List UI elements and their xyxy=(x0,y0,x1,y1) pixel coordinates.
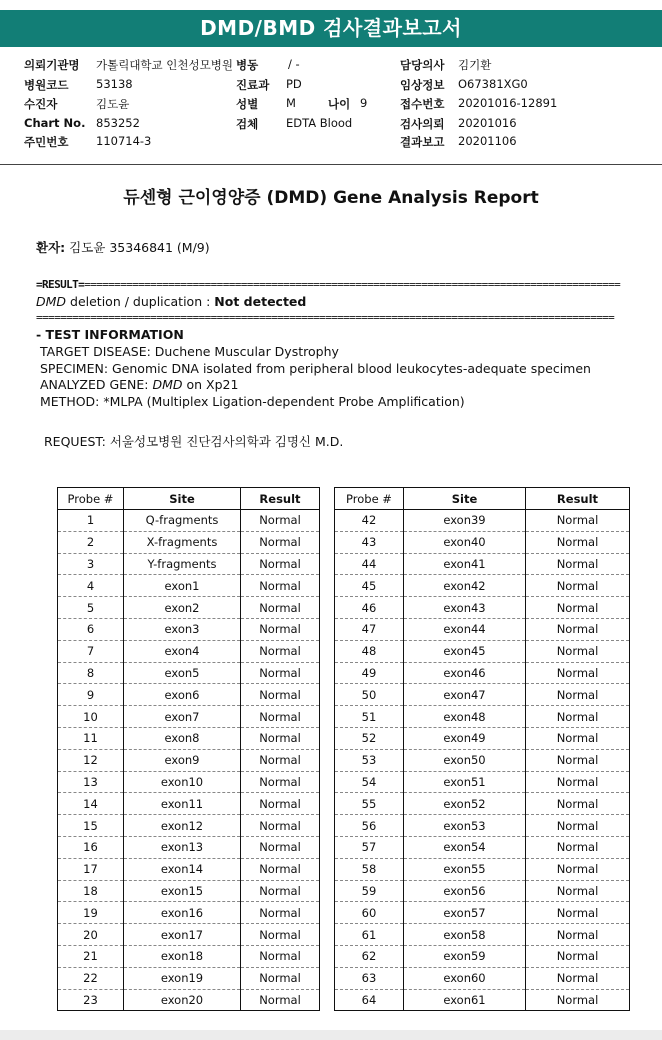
probe-number-cell: 55 xyxy=(335,793,404,815)
probe-number-cell: 54 xyxy=(335,771,404,793)
header-value: 110714-3 xyxy=(96,134,152,148)
probe-number-cell: 64 xyxy=(335,989,404,1011)
site-cell: exon56 xyxy=(404,880,526,902)
header-value: 853252 xyxy=(96,116,140,130)
table-row xyxy=(58,662,320,684)
table-row xyxy=(58,575,320,597)
col-probe: Probe # xyxy=(58,488,124,510)
result-cell: Normal xyxy=(241,924,320,946)
patient-label: 환자: xyxy=(36,240,66,255)
table-row xyxy=(335,989,630,1011)
result-cell: Normal xyxy=(526,945,630,967)
site-cell: exon61 xyxy=(404,989,526,1011)
probe-number-cell: 44 xyxy=(335,553,404,575)
result-line xyxy=(36,294,306,309)
table-row xyxy=(335,640,630,662)
site-cell: exon6 xyxy=(124,684,241,706)
site-cell: exon3 xyxy=(124,618,241,640)
header-value: 20201016-12891 xyxy=(458,96,558,110)
table-row xyxy=(335,618,630,640)
table-row xyxy=(335,749,630,771)
analyzed-gene-suffix: on Xp21 xyxy=(182,377,239,392)
table-row xyxy=(58,749,320,771)
result-cell: Normal xyxy=(526,858,630,880)
site-cell: exon46 xyxy=(404,662,526,684)
header-label: 나이 xyxy=(328,97,351,111)
result-cell: Normal xyxy=(241,662,320,684)
table-row xyxy=(335,575,630,597)
table-row xyxy=(58,553,320,575)
table-row xyxy=(58,945,320,967)
result-cell: Normal xyxy=(526,793,630,815)
probe-number-cell: 58 xyxy=(335,858,404,880)
table-row xyxy=(58,597,320,619)
result-cell: Normal xyxy=(526,618,630,640)
probe-number-cell: 18 xyxy=(58,880,124,902)
table-row xyxy=(335,880,630,902)
result-cell: Normal xyxy=(526,553,630,575)
probe-number-cell: 12 xyxy=(58,749,124,771)
header-label: 결과보고 xyxy=(400,135,445,149)
header-accession-no xyxy=(400,96,558,112)
probe-number-cell: 59 xyxy=(335,880,404,902)
table-row xyxy=(58,618,320,640)
header-value: 김기환 xyxy=(458,58,492,72)
header-label: 검사의뢰 xyxy=(400,117,445,131)
site-cell: exon44 xyxy=(404,618,526,640)
header-patient xyxy=(24,96,130,112)
site-cell: exon59 xyxy=(404,945,526,967)
table-header-row xyxy=(335,488,630,510)
table-row xyxy=(58,967,320,989)
result-cell: Normal xyxy=(241,836,320,858)
header-chart-no xyxy=(24,116,140,130)
table-row xyxy=(335,815,630,837)
probe-number-cell: 63 xyxy=(335,967,404,989)
site-cell: X-fragments xyxy=(124,531,241,553)
result-cell: Normal xyxy=(241,510,320,532)
request-info: REQUEST: 서울성모병원 진단검사의학과 김명신 M.D. xyxy=(44,434,344,449)
site-cell: exon49 xyxy=(404,727,526,749)
table-row xyxy=(335,662,630,684)
probe-number-cell: 61 xyxy=(335,924,404,946)
header-value: 53138 xyxy=(96,77,133,91)
probe-number-cell: 17 xyxy=(58,858,124,880)
header-specimen xyxy=(236,116,353,132)
table-row xyxy=(58,771,320,793)
site-cell: exon48 xyxy=(404,706,526,728)
table-row xyxy=(335,531,630,553)
table-row xyxy=(335,858,630,880)
table-row xyxy=(335,597,630,619)
probe-number-cell: 2 xyxy=(58,531,124,553)
probe-number-cell: 7 xyxy=(58,640,124,662)
result-cell: Normal xyxy=(526,640,630,662)
site-cell: exon41 xyxy=(404,553,526,575)
result-cell: Normal xyxy=(526,575,630,597)
site-cell: exon45 xyxy=(404,640,526,662)
header-value: M xyxy=(286,96,296,110)
site-cell: exon57 xyxy=(404,902,526,924)
analyzed-gene-name: DMD xyxy=(152,377,183,392)
header-label: 주민번호 xyxy=(24,135,69,149)
table-row xyxy=(58,793,320,815)
site-cell: exon18 xyxy=(124,945,241,967)
col-result: Result xyxy=(241,488,320,510)
site-cell: exon43 xyxy=(404,597,526,619)
header-age xyxy=(328,96,368,112)
header-value: / - xyxy=(288,57,300,71)
probe-number-cell: 46 xyxy=(335,597,404,619)
header-label: 의뢰기관명 xyxy=(24,58,80,72)
table-row xyxy=(335,510,630,532)
result-cell: Normal xyxy=(241,771,320,793)
header-label: 병원코드 xyxy=(24,78,69,92)
header-value: 9 xyxy=(360,96,368,110)
result-cell: Normal xyxy=(526,749,630,771)
specimen-info: SPECIMEN: Genomic DNA isolated from peripheral blood leukocytes-adequate specimen xyxy=(40,361,591,376)
probe-number-cell: 5 xyxy=(58,597,124,619)
header-value: 김도윤 xyxy=(96,97,130,111)
site-cell: exon16 xyxy=(124,902,241,924)
site-cell: exon2 xyxy=(124,597,241,619)
header-physician xyxy=(400,57,492,73)
result-cell: Normal xyxy=(241,684,320,706)
result-cell: Normal xyxy=(526,989,630,1011)
result-cell: Normal xyxy=(241,967,320,989)
probe-number-cell: 47 xyxy=(335,618,404,640)
header-request-date xyxy=(400,116,517,132)
site-cell: exon5 xyxy=(124,662,241,684)
probe-number-cell: 48 xyxy=(335,640,404,662)
table-row xyxy=(58,531,320,553)
col-probe: Probe # xyxy=(335,488,404,510)
header-label: 병동 xyxy=(236,58,259,72)
table-row xyxy=(335,706,630,728)
header-label: Chart No. xyxy=(24,116,86,130)
probe-number-cell: 52 xyxy=(335,727,404,749)
result-cell: Normal xyxy=(241,727,320,749)
header-value: O67381XG0 xyxy=(458,77,528,91)
site-cell: exon39 xyxy=(404,510,526,532)
site-cell: exon52 xyxy=(404,793,526,815)
table-row xyxy=(335,793,630,815)
header-value: EDTA Blood xyxy=(286,116,353,130)
result-cell: Normal xyxy=(241,749,320,771)
result-cell: Normal xyxy=(241,945,320,967)
result-cell: Normal xyxy=(526,771,630,793)
table-row xyxy=(58,727,320,749)
result-cell: Normal xyxy=(526,815,630,837)
table-row xyxy=(335,553,630,575)
table-row xyxy=(58,684,320,706)
result-label: =RESULT= xyxy=(36,278,85,291)
probe-number-cell: 10 xyxy=(58,706,124,728)
site-cell: exon11 xyxy=(124,793,241,815)
probe-number-cell: 8 xyxy=(58,662,124,684)
site-cell: exon8 xyxy=(124,727,241,749)
probe-number-cell: 21 xyxy=(58,945,124,967)
target-disease: TARGET DISEASE: Duchene Muscular Dystrophy xyxy=(40,344,339,359)
site-cell: exon53 xyxy=(404,815,526,837)
col-site: Site xyxy=(404,488,526,510)
result-separator-bottom: ================================================================================================ xyxy=(36,311,615,324)
probe-number-cell: 20 xyxy=(58,924,124,946)
site-cell: exon58 xyxy=(404,924,526,946)
site-cell: Y-fragments xyxy=(124,553,241,575)
header-label: 성별 xyxy=(236,97,259,111)
probe-number-cell: 49 xyxy=(335,662,404,684)
site-cell: exon14 xyxy=(124,858,241,880)
table-row xyxy=(335,967,630,989)
table-row xyxy=(58,989,320,1011)
table-row xyxy=(58,902,320,924)
result-cell: Normal xyxy=(526,924,630,946)
probe-number-cell: 42 xyxy=(361,513,377,528)
probe-number-cell: 3 xyxy=(58,553,124,575)
site-cell: exon17 xyxy=(124,924,241,946)
header-report-date xyxy=(400,134,517,150)
result-cell: Normal xyxy=(241,858,320,880)
table-row xyxy=(58,706,320,728)
result-cell: Normal xyxy=(526,662,630,684)
site-cell: exon51 xyxy=(404,771,526,793)
header-label: 접수번호 xyxy=(400,97,445,111)
result-cell: Normal xyxy=(241,597,320,619)
site-cell: exon7 xyxy=(124,706,241,728)
patient-value: 김도윤 35346841 (M/9) xyxy=(69,240,210,255)
result-cell: Normal xyxy=(526,836,630,858)
site-cell: exon47 xyxy=(404,684,526,706)
probe-number-cell: 60 xyxy=(335,902,404,924)
header-label: 임상정보 xyxy=(400,78,445,92)
header-clinical-info xyxy=(400,77,528,93)
site-cell: exon1 xyxy=(124,575,241,597)
header-divider xyxy=(0,164,662,165)
table-row xyxy=(335,684,630,706)
header-value: PD xyxy=(286,77,302,91)
header-label: 담당의사 xyxy=(400,58,445,72)
probe-number-cell: 57 xyxy=(335,836,404,858)
method-info: METHOD: *MLPA (Multiplex Ligation-dependent Probe Amplification) xyxy=(40,394,465,409)
probe-number-cell: 19 xyxy=(58,902,124,924)
result-cell: Normal xyxy=(241,815,320,837)
site-cell: exon20 xyxy=(124,989,241,1011)
site-cell: exon4 xyxy=(124,640,241,662)
table-row xyxy=(335,924,630,946)
analyzed-gene xyxy=(40,377,238,392)
result-cell: Normal xyxy=(241,618,320,640)
report-banner-title: DMD/BMD 검사결과보고서 xyxy=(0,10,662,47)
table-row xyxy=(335,771,630,793)
probe-number-cell: 43 xyxy=(335,531,404,553)
analyzed-gene-prefix: ANALYZED GENE: xyxy=(40,377,153,392)
result-separator: =RESULT========================================================================================== xyxy=(36,278,621,291)
header-ward xyxy=(236,57,300,73)
site-cell: Q-fragments xyxy=(124,510,241,532)
result-gene: DMD xyxy=(36,294,67,309)
site-cell: exon40 xyxy=(404,531,526,553)
result-cell: Normal xyxy=(241,902,320,924)
table-row xyxy=(58,836,320,858)
probe-number-cell: 16 xyxy=(58,836,124,858)
table-row xyxy=(335,727,630,749)
probe-number-cell: 9 xyxy=(58,684,124,706)
site-cell: exon19 xyxy=(124,967,241,989)
header-label: 검체 xyxy=(236,117,259,131)
probe-number-cell: 14 xyxy=(58,793,124,815)
probe-number-cell: 50 xyxy=(335,684,404,706)
result-cell: Normal xyxy=(526,727,630,749)
result-cell: Normal xyxy=(241,531,320,553)
header-label: 수진자 xyxy=(24,97,58,111)
probe-number-cell: 23 xyxy=(58,989,124,1011)
table-row xyxy=(58,510,320,532)
header-hospital-code xyxy=(24,77,133,93)
result-value: Not detected xyxy=(214,294,307,309)
result-cell: Normal xyxy=(526,684,630,706)
probe-table-left xyxy=(57,487,320,1011)
site-cell: exon50 xyxy=(404,749,526,771)
header-resident-no xyxy=(24,134,152,150)
table-header-row xyxy=(58,488,320,510)
table-row xyxy=(335,945,630,967)
probe-number-cell: 22 xyxy=(58,967,124,989)
site-cell: exon12 xyxy=(124,815,241,837)
result-cell: Normal xyxy=(241,640,320,662)
table-row xyxy=(335,902,630,924)
table-row xyxy=(58,858,320,880)
probe-number-cell: 6 xyxy=(58,618,124,640)
probe-number-cell: 15 xyxy=(58,815,124,837)
header-department xyxy=(236,77,302,93)
probe-number-cell: 62 xyxy=(335,945,404,967)
header-value: 20201016 xyxy=(458,116,517,130)
report-title: 듀센형 근이영양증 (DMD) Gene Analysis Report xyxy=(123,188,539,208)
result-cell: Normal xyxy=(526,706,630,728)
probe-number-cell: 4 xyxy=(58,575,124,597)
probe-table-right xyxy=(334,487,630,1011)
result-cell: Normal xyxy=(526,902,630,924)
site-cell: exon60 xyxy=(404,967,526,989)
probe-number-cell: 45 xyxy=(335,575,404,597)
site-cell: exon15 xyxy=(124,880,241,902)
site-cell: exon42 xyxy=(404,575,526,597)
result-cell: Normal xyxy=(241,575,320,597)
result-cell: Normal xyxy=(526,510,630,532)
table-row xyxy=(58,640,320,662)
col-site: Site xyxy=(124,488,241,510)
header-sex xyxy=(236,96,296,112)
patient-line xyxy=(36,238,210,256)
header-hospital xyxy=(24,57,233,73)
result-cell: Normal xyxy=(241,880,320,902)
probe-number-cell: 1 xyxy=(86,513,95,528)
site-cell: exon10 xyxy=(124,771,241,793)
table-row xyxy=(58,815,320,837)
site-cell: exon13 xyxy=(124,836,241,858)
result-cell: Normal xyxy=(241,706,320,728)
probe-number-cell: 11 xyxy=(58,727,124,749)
header-value: 가톨릭대학교 인천성모병원 xyxy=(96,58,233,72)
result-cell: Normal xyxy=(526,967,630,989)
site-cell: exon55 xyxy=(404,858,526,880)
result-cell: Normal xyxy=(526,597,630,619)
probe-number-cell: 13 xyxy=(58,771,124,793)
probe-number-cell: 51 xyxy=(335,706,404,728)
site-cell: exon9 xyxy=(124,749,241,771)
result-cell: Normal xyxy=(241,793,320,815)
header-value: 20201106 xyxy=(458,134,517,148)
result-cell: Normal xyxy=(526,531,630,553)
table-row xyxy=(58,924,320,946)
result-cell: Normal xyxy=(241,553,320,575)
site-cell: exon54 xyxy=(404,836,526,858)
probe-number-cell: 53 xyxy=(335,749,404,771)
table-row xyxy=(335,836,630,858)
probe-number-cell: 56 xyxy=(335,815,404,837)
header-label: 진료과 xyxy=(236,78,270,92)
table-row xyxy=(58,880,320,902)
result-cell: Normal xyxy=(526,880,630,902)
col-result: Result xyxy=(526,488,630,510)
test-info-heading: - TEST INFORMATION xyxy=(36,327,184,342)
result-cell: Normal xyxy=(241,989,320,1011)
result-text: deletion / duplication : xyxy=(66,294,215,309)
